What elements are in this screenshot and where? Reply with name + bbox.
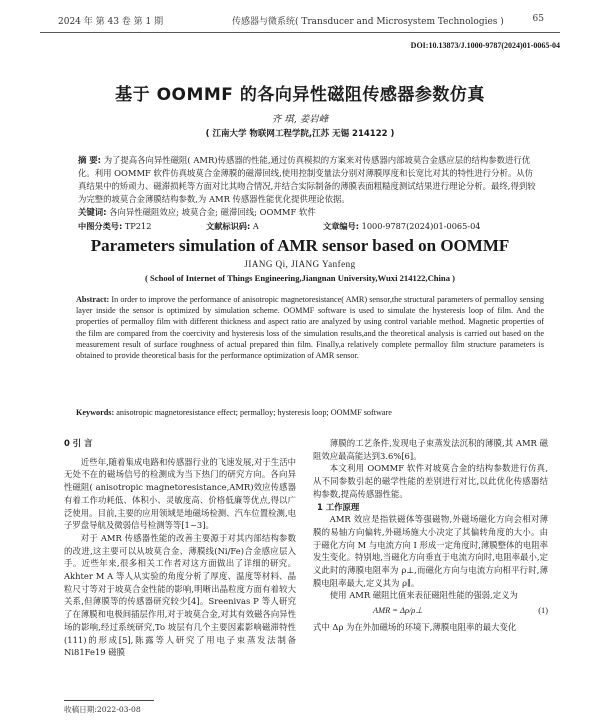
section-heading-intro: 0 引 言	[64, 438, 93, 448]
chinese-abstract	[78, 154, 540, 219]
paragraph: 对于 AMR 传感器性能的改善主要源于对其内部结构参数的改进,这主要可以从坡莫合金、薄膜线(Ni/Fe)合金感应层入手。近些年来,很多相关工作者对这方面做出了详细的研究。Akhter M A 等人从实验的角度分析了厚度、温度等材料、晶粒尺寸等对于坡莫合金性能的影响,明晰出晶粒度方面有着较大关系,但薄膜等的传感器研究较少[4]。Sreenivas P 等人研究了在薄膜和电极间插层作用,对于坡莫合金,对其有效磁各向异性场的影响,经过系统研究,To 坡层有几个主要因素影响磁滞特性(111)的形成[5],陈露等人研究了用电子束蒸发法制备 Ni81Fe19 磁膜	[64, 532, 296, 658]
page-number: 65	[532, 14, 544, 24]
article-no-value: 1000-9787(2024)01-0065-04	[361, 221, 481, 231]
doc-code-value: A	[252, 221, 259, 231]
equation-number: (1)	[538, 606, 548, 616]
doc-code-label: 文献标识码:	[206, 221, 251, 231]
english-title: Parameters simulation of AMR sensor based on OOMMF	[90, 236, 510, 255]
body-column-left	[64, 437, 296, 659]
paragraph: 式中 Δρ 为在外加磁场的环境下,薄膜电阻率的最大变化	[313, 621, 517, 632]
abstract-text-en: In order to improve the performance of anisotropic magnetoresistance( AMR) sensor,the structural parameters of permalloy sensing layer inside the sensor is optimized by simulation scheme. OOMMF software is used to simulate the hysteresis loop of film. And the properties of permalloy film with different thickness and aspect ratio are analyzed by using control variable method. Magnetic properties of the film are compared from the coercivity and hysteresis loss of the simulation results,and the theoretical analysis is carried out based on the measurement result of surface roughness of actual prepared thin film. Finally,a relatively complete permalloy film structure parameters is obtained to provide theoretical basis for the performance optimization of AMR sensor.	[76, 295, 545, 361]
doi: DOI:10.13873/J.1000-9787(2024)01-0065-04	[410, 41, 560, 50]
paragraph: 近些年,随着集成电路和传感器行业的飞速发展,对于生活中无处不在的磁场信号的检测成为当下热门的研究方向。各向异性磁阻( anisotropic magnetoresistance,AMR)效应传感器有着工作功耗低、体积小、灵敏度高、价格低廉等优点,得以广泛使用。目前,主要的应用领域是地磁场检测、汽车位置检测,电子罗盘导航及微弱信号检测等等[1~3]。	[64, 456, 296, 531]
keywords-label-cn: 关键词:	[78, 207, 107, 217]
equation-body: AMR = Δρ/ρ⊥	[373, 606, 423, 616]
clc-label: 中图分类号:	[78, 221, 123, 231]
header-rule	[40, 32, 560, 33]
paragraph: 使用 AMR 磁阻比值来表征磁阻性能的强弱,定义为	[329, 590, 518, 601]
paragraph: 薄膜的工艺条件,发现电子束蒸发法沉积的薄膜,其 AMR 磁阻效应最高能达到3.6%[6]。	[313, 438, 548, 461]
article-no-label: 文章编号:	[323, 221, 360, 231]
keywords-label-en: Keywords:	[76, 408, 115, 417]
footnote-rule	[64, 700, 154, 701]
keywords-text-cn: 各向异性磁阻效应; 坡莫合金; 磁滞回线; OOMMF 软件	[109, 207, 316, 217]
chinese-title: 基于 OOMMF 的各向异性磁阻传感器参数仿真	[115, 85, 485, 105]
chinese-affiliation: ( 江南大学 物联网工程学院,江苏 无锡 214122 )	[205, 129, 395, 139]
equation-1	[313, 605, 548, 618]
journal-issue: 2024 年 第 43 卷 第 1 期	[58, 17, 164, 27]
paragraph: AMR 效应是指铁磁体等强磁物,外磁场磁化方向会相对薄膜的易轴方向偏转,外磁场施大小决定了其偏转角度的大小。由于磁化方向 M 与电流方向 I 形成一定角度时,薄膜整体的电阻率发生变化。特别地,当磁化方向垂直于电流方向时,电阻率最小,定义此时的薄膜电阻率为 ρ⊥,而磁化方向与电流方向相平行时,薄膜电阻率最大,定义其为 ρ∥。	[313, 514, 548, 588]
english-keywords	[76, 408, 544, 417]
running-header	[40, 14, 560, 30]
journal-name: 传感器与微系统( Transducer and Microsystem Technologies )	[232, 17, 504, 27]
keywords-text-en: anisotropic magnetoresistance effect; permalloy; hysteresis loop; OOMMF software	[116, 408, 392, 417]
english-abstract	[76, 294, 544, 361]
english-affiliation: ( School of Internet of Things Engineering,Jiangnan University,Wuxi 214122,China )	[144, 273, 456, 283]
body-column-right	[313, 437, 548, 634]
abstract-label-cn: 摘 要:	[78, 155, 102, 165]
paragraph: 本文利用 OOMMF 软件对坡莫合金的结构参数进行仿真,从不同参数引起的磁学性能的差别进行对比,以此优化传感器结构参数,提高传感器性能。	[313, 463, 548, 499]
received-date: 收稿日期:2022-03-08	[64, 705, 141, 714]
abstract-text-cn: 为了提高各向异性磁阻( AMR)传感器的性能,通过仿真模拟的方案来对传感器内部坡莫合金感应层的结构参数进行优化。利用 OOMMF 软件仿真坡莫合金薄膜的磁滞回线,使用控制变量法分别对薄膜厚度和长宽比对其的特性进行分析。从仿真结果中的矫顽力、磁滞损耗等方面对比其吻合情况,并结合实际制备的薄膜表面粗糙度测试结果进行理论分析。最终,得到较为完整的坡莫合金薄膜结构参数,为 AMR 传感器性能优化提供理论依据。	[78, 155, 536, 204]
section-heading-principle: 1 工作原理	[317, 501, 360, 512]
abstract-label-en: Abstract:	[76, 295, 110, 304]
chinese-authors: 齐 琪, 姜岩峰	[271, 114, 329, 125]
clc-value: TP212	[124, 221, 152, 231]
english-authors: JIANG Qi, JIANG Yanfeng	[244, 259, 356, 269]
